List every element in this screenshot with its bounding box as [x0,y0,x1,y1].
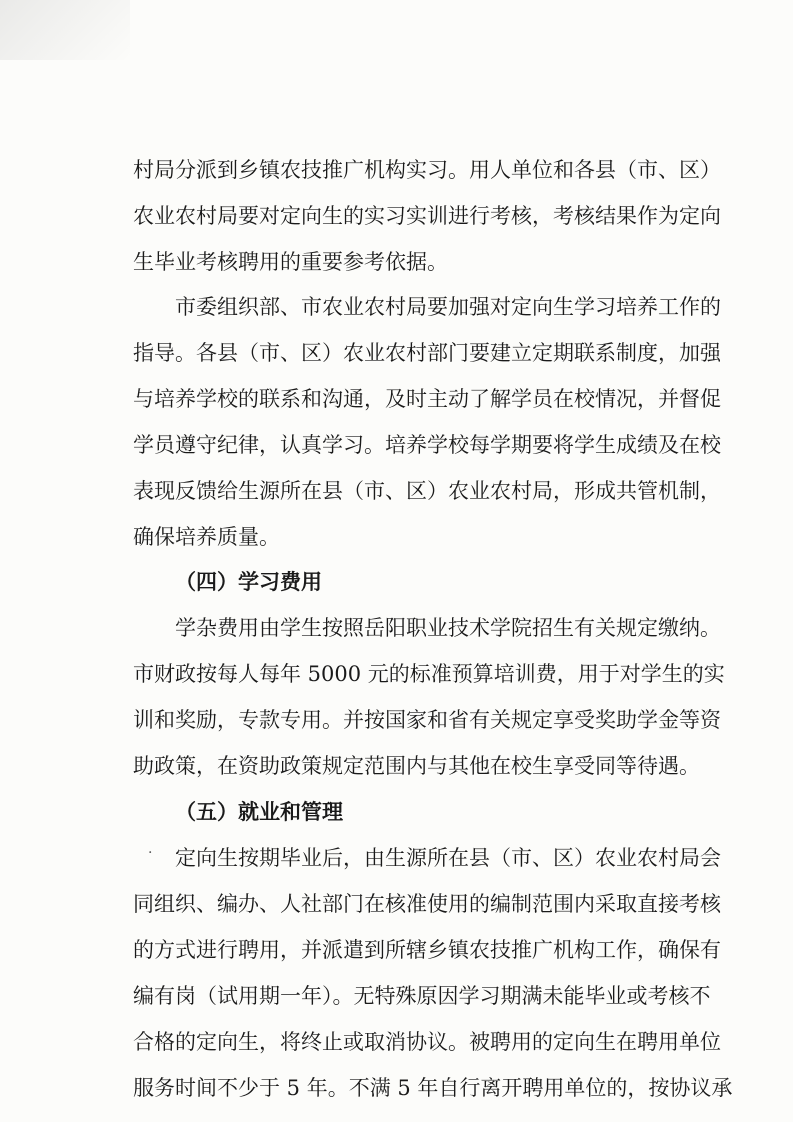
scan-dot: · [148,845,153,861]
paragraph-line: 同组织、编办、人社部门在核准使用的编制范围内采取直接考核 [133,892,721,916]
paragraph-line: 助政策，在资助政策规定范围内与其他在校生享受同等待遇。 [133,754,700,778]
scan-artifact [0,0,130,60]
paragraph-line: 市委组织部、市农业农村局要加强对定向生学习培养工作的 [175,295,721,319]
paragraph-line: 的方式进行聘用，并派遣到所辖乡镇农技推广机构工作，确保有 [133,938,721,962]
paragraph-line: 村局分派到乡镇农技推广机构实习。用人单位和各县（市、区） [133,158,721,182]
paragraph-line: 生毕业考核聘用的重要参考依据。 [133,250,448,274]
section-heading: （五）就业和管理 [175,800,343,824]
paragraph-line: 合格的定向生，将终止或取消协议。被聘用的定向生在聘用单位 [133,1030,721,1054]
paragraph-line: 学杂费用由学生按照岳阳职业技术学院招生有关规定缴纳。 [175,616,721,640]
paragraph-line: 定向生按期毕业后，由生源所在县（市、区）农业农村局会 [175,846,721,870]
paragraph-line: 学员遵守纪律，认真学习。培养学校每学期要将学生成绩及在校 [133,433,721,457]
paragraph-line: 表现反馈给生源所在县（市、区）农业农村局，形成共管机制， [133,479,721,503]
paragraph-line: 市财政按每人每年 5000 元的标准预算培训费，用于对学生的实 [133,662,725,686]
paragraph-line: 指导。各县（市、区）农业农村部门要建立定期联系制度，加强 [133,341,721,365]
paragraph-line: 确保培养质量。 [133,525,280,549]
paragraph-line: 训和奖励，专款专用。并按国家和省有关规定享受奖助学金等资 [133,708,721,732]
paragraph-line: 服务时间不少于 5 年。不满 5 年自行离开聘用单位的，按协议承 [133,1076,733,1100]
paragraph-line: 编有岗（试用期一年）。无特殊原因学习期满未能毕业或考核不 [133,984,711,1008]
paragraph-line: 与培养学校的联系和沟通，及时主动了解学员在校情况，并督促 [133,387,721,411]
paragraph-line: 农业农村局要对定向生的实习实训进行考核，考核结果作为定向 [133,204,721,228]
section-heading: （四）学习费用 [175,570,322,594]
